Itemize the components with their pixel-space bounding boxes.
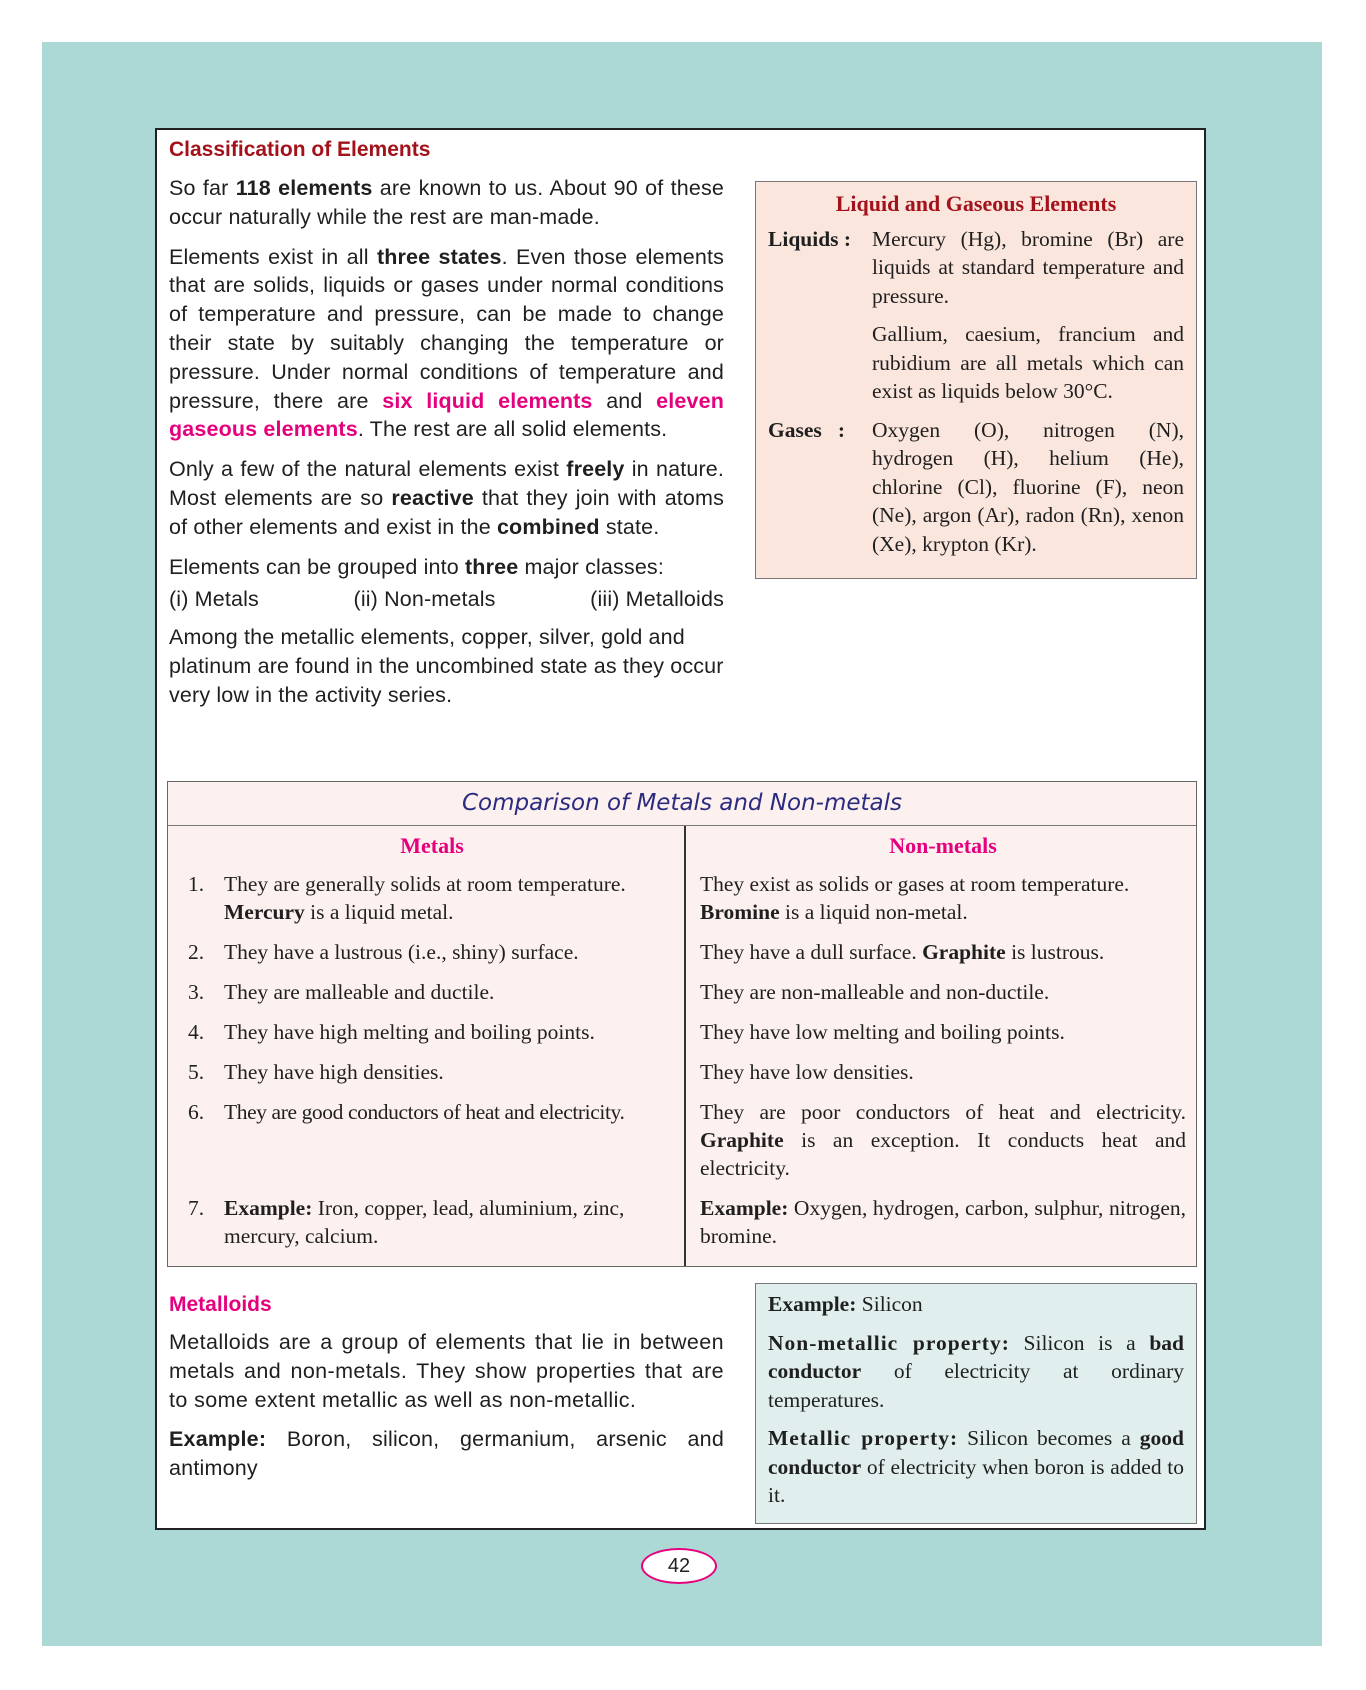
gases-label: Gases :: [768, 417, 846, 442]
table-row: They exist as solids or gases at room temperature. Bromine is a liquid non-metal.: [700, 872, 1130, 924]
class-metals: (i) Metals: [169, 587, 259, 612]
table-row: 3. They are malleable and ductile.: [188, 980, 495, 1004]
liquids-label: Liquids :: [768, 226, 852, 251]
liquids-text: Mercury (Hg), bromine (Br) are liquids at standard temperature and pressure.: [872, 226, 1184, 308]
metals-column: [168, 826, 686, 1266]
content-frame: [155, 128, 1206, 1530]
table-row: Example: Oxygen, hydrogen, carbon, sulphur, nitrogen, bromine.: [700, 1196, 1186, 1248]
metals-header: Metals: [400, 833, 464, 858]
section-heading-classification: Classification of Elements: [169, 138, 431, 161]
table-row: They are non-malleable and non-ductile.: [700, 980, 1050, 1004]
class-list: [169, 585, 724, 614]
non-metals-header: Non-metals: [889, 833, 997, 858]
classification-text: [169, 174, 724, 721]
metalloids-example: Example: Boron, silicon, germanium, arsenic and antimony: [169, 1427, 724, 1481]
class-metalloids: (iii) Metalloids: [590, 587, 724, 612]
table-row: They have low melting and boiling points.: [700, 1020, 1065, 1044]
liquid-gaseous-title: Liquid and Gaseous Elements: [835, 191, 1117, 216]
table-row: 6. They are good conductors of heat and electricity.: [188, 1100, 625, 1124]
silicon-nonmetallic-property: Non-metallic property: Silicon is a bad conductor of electricity at ordinary temperatures.: [768, 1330, 1184, 1412]
comparison-table-title: Comparison of Metals and Non-metals: [168, 782, 1196, 826]
table-row: They are poor conductors of heat and electricity. Graphite is an exception. It conducts heat and electricity.: [700, 1100, 1186, 1180]
paragraph-free-combined: Only a few of the natural elements exist freely in nature. Most elements are so reactive that they join with atoms of other elements and exist in the combined state.: [169, 457, 725, 539]
table-row: 5. They have high densities.: [188, 1060, 444, 1084]
table-row: 1. They are generally solids at room temperature. Mercury is a liquid metal.: [188, 872, 626, 924]
page-number: 42: [641, 1548, 717, 1584]
table-row: 4. They have high melting and boiling points.: [188, 1020, 595, 1044]
comparison-table: [167, 781, 1197, 1267]
table-row: 7. Example: Iron, copper, lead, aluminium, zinc, mercury, calcium.: [188, 1196, 625, 1248]
section-heading-metalloids: Metalloids: [169, 1293, 272, 1316]
table-row: They have low densities.: [700, 1060, 914, 1084]
class-non-metals: (ii) Non-metals: [353, 587, 496, 612]
table-row: 2. They have a lustrous (i.e., shiny) surface.: [188, 940, 579, 964]
liquid-metals-text: Gallium, caesium, francium and rubidium are all metals which can exist as liquids below 30°C.: [872, 322, 1184, 403]
metalloids-definition: Metalloids are a group of elements that lie in between metals and non-metals. They show properties that are to some extent metallic as well as non-metallic.: [169, 1330, 724, 1412]
silicon-example: Example: Silicon: [768, 1292, 923, 1316]
paragraph-three-classes: Elements can be grouped into three major classes:: [169, 554, 664, 579]
metalloids-text: [169, 1328, 724, 1494]
liquids-row: [756, 225, 1196, 416]
gases-row: [756, 416, 1196, 569]
paragraph-uncombined-metals: Among the metallic elements, copper, silver, gold and platinum are found in the uncombined state as they occur very low in the activity series.: [169, 625, 724, 707]
non-metals-column: [686, 826, 1196, 1266]
gases-text: Oxygen (O), nitrogen (N), hydrogen (H), helium (He), chlorine (Cl), fluorine (F), neon (Ne), argon (Ar), radon (Rn), xenon (Xe), krypton (Kr).: [872, 417, 1184, 556]
liquid-gaseous-box: [755, 181, 1197, 579]
silicon-box: [755, 1283, 1197, 1524]
paragraph-known-elements: So far 118 elements are known to us. About 90 of these occur naturally while the rest are man-made.: [169, 176, 725, 229]
table-row: They have a dull surface. Graphite is lustrous.: [700, 940, 1105, 964]
paragraph-three-states: Elements exist in all three states. Even those elements that are solids, liquids or gases under normal conditions of temperature and pressure, can be made to change their state by suitably changing the temperature or pressure. Under normal conditions of temperature and pressure, there are six liquid elements and eleven gaseous elements. The rest are all solid elements.: [169, 244, 725, 442]
silicon-metallic-property: Metallic property: Silicon becomes a good conductor of electricity when boron is added to it.: [768, 1426, 1184, 1507]
